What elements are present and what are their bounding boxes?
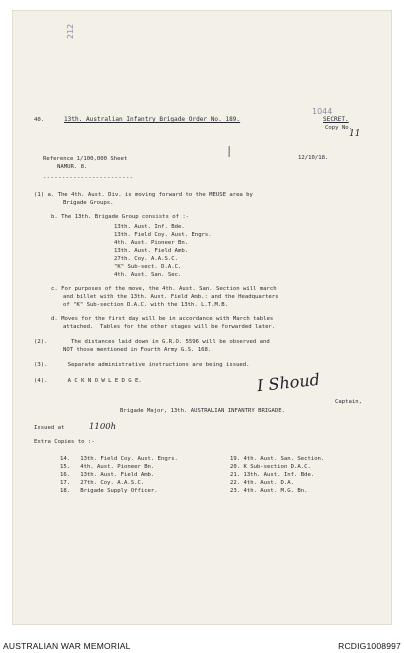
unit-list-item: 27th. Coy. A.A.S.C. <box>114 256 178 262</box>
issued-label: Issued at <box>34 425 65 431</box>
para-2-line-1: (2). The distances laid down in G.R.O. 5596 will be observed and <box>34 339 270 345</box>
signatory-appointment: Brigade Major, 13th. AUSTRALIAN INFANTRY BRIGADE. <box>120 408 286 414</box>
para-1a-line-1: (1) a. The 4th. Aust. Div. is moving forward to the MEUSE area by <box>34 192 253 198</box>
document-sheet <box>12 10 392 625</box>
map-sheet-name: NAMUR. 8. <box>57 164 88 170</box>
distribution-item: 15. 4th. Aust. Pioneer Bn. <box>60 464 155 470</box>
unit-list-item: "K" Sub-sect. D.A.C. <box>114 264 182 270</box>
distribution-item: 17. 27th. Coy. A.A.S.C. <box>60 480 145 486</box>
para-1c-line-1: c. For purposes of the move, the 4th. Aust. San. Section will march <box>51 286 277 292</box>
unit-list-item: 13th. Aust. Field Amb. <box>114 248 189 254</box>
distribution-item: 21. 13th. Aust. Inf. Bde. <box>230 472 315 478</box>
unit-list-item: 13th. Field Coy. Aust. Engrs. <box>114 232 212 238</box>
para-4: (4). A C K N O W L E D G E. <box>34 378 142 384</box>
pencil-roman-numeral: I <box>227 143 232 161</box>
distribution-item: 23. 4th. Aust. M.G. Bn. <box>230 488 308 494</box>
para-1c-line-2: and billet with the 13th. Aust. Field Amb.: and the Headquarters <box>63 294 279 300</box>
distribution-item: 16. 13th. Aust. Field Amb. <box>60 472 155 478</box>
pencil-corner-number: 212 <box>66 23 75 39</box>
classification: SECRET. <box>323 116 349 123</box>
footer-item-id: RCDIG1008997 <box>338 641 401 651</box>
para-1c-line-3: of "K" Sub-section D.A.C. with the 13th. L.T.M.B. <box>63 302 229 308</box>
para-2-line-2: NOT those mentioned in Fourth Army G.S. 168. <box>63 347 212 353</box>
distribution-item: 22. 4th. Aust. D.A. <box>230 480 294 486</box>
extra-copies-label: Extra Copies to :- <box>34 439 95 445</box>
unit-list-item: 13th. Aust. Inf. Bde. <box>114 224 185 230</box>
order-number: 40. <box>34 117 45 123</box>
distribution-item: 20. K Sub-section D.A.C. <box>230 464 311 470</box>
footer-institution: AUSTRALIAN WAR MEMORIAL <box>3 641 131 651</box>
distribution-item: 18. Brigade Supply Officer. <box>60 488 158 494</box>
para-1d-line-1: d. Moves for the first day will be in accordance with March tables <box>51 316 274 322</box>
distribution-item: 14. 13th. Field Coy. Aust. Engrs. <box>60 456 178 462</box>
unit-list-item: 4th. Aust. San. Sec. <box>114 272 182 278</box>
issued-time: 1100h <box>89 422 117 432</box>
order-date: 12/10/18. <box>298 155 329 161</box>
reference-rule: ------------------------ <box>43 175 134 181</box>
signatory-rank: Captain, <box>335 399 362 405</box>
pencil-top-right-number: 1044 <box>312 107 333 116</box>
copy-number: 11 <box>349 129 361 139</box>
map-reference: Reference 1/100,000 Sheet <box>43 156 128 162</box>
handwritten-signature: I Shoud <box>256 369 321 396</box>
para-1a-line-2: Brigade Groups. <box>63 200 114 206</box>
copy-label: Copy No. <box>325 125 352 131</box>
para-1d-line-2: attached. Tables for the other stages will be forwarded later. <box>63 324 276 330</box>
para-3: (3). Separate administrative instructions are being issued. <box>34 362 250 368</box>
order-title: 13th. Australian Infantry Brigade Order No. 189. <box>64 116 241 123</box>
distribution-item: 19. 4th. Aust. San. Section. <box>230 456 325 462</box>
para-1b-intro: b. The 13th. Brigade Group consists of :- <box>51 214 190 220</box>
unit-list-item: 4th. Aust. Pioneer Bn. <box>114 240 189 246</box>
